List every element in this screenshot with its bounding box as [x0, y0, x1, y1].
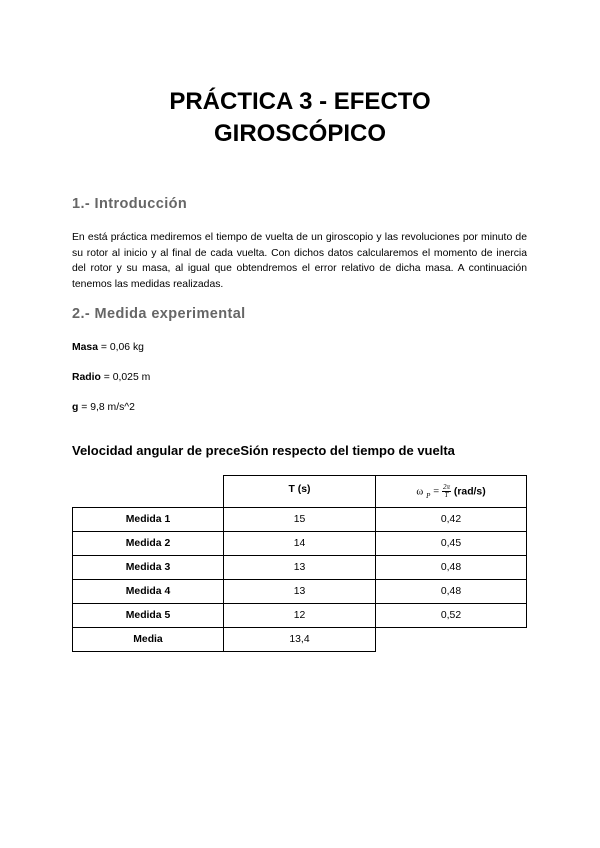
omega-unit: (rad/s) — [453, 486, 486, 498]
param-value: = 9,8 m/s^2 — [78, 402, 135, 413]
table-title: Velocidad angular de preceSión respecto del tiempo de vuelta — [72, 443, 455, 458]
equals-sign: = — [433, 486, 440, 498]
results-table — [72, 475, 527, 652]
col-header-t: T (s) — [224, 476, 376, 508]
table-row-mean — [73, 628, 527, 652]
cell-omega: 0,52 — [376, 604, 527, 628]
param-label: Radio — [72, 372, 101, 383]
table-row — [73, 556, 527, 580]
table-row — [73, 532, 527, 556]
corner-cell — [73, 476, 224, 508]
omega-subscript: P — [426, 492, 431, 501]
param-label: g — [72, 402, 79, 413]
fraction-denominator: T — [444, 491, 449, 499]
table-row — [73, 580, 527, 604]
empty-cell — [376, 628, 527, 652]
title-line-1: PRÁCTICA 3 - EFECTO — [169, 88, 431, 115]
section-1-heading: 1.- Introducción — [72, 196, 188, 212]
param-value: = 0,025 m — [100, 372, 151, 383]
row-label-mean: Media — [73, 628, 224, 652]
row-label: Medida 2 — [73, 532, 224, 556]
table-row — [73, 604, 527, 628]
param-value: = 0,06 kg — [98, 342, 144, 353]
cell-omega: 0,48 — [376, 556, 527, 580]
param-masa — [72, 342, 144, 353]
row-label: Medida 3 — [73, 556, 224, 580]
param-g — [72, 402, 135, 413]
cell-t: 13 — [224, 556, 376, 580]
row-label: Medida 1 — [73, 508, 224, 532]
cell-t: 12 — [224, 604, 376, 628]
cell-t: 15 — [224, 508, 376, 532]
param-label: Masa — [72, 342, 98, 353]
table-header-row — [73, 476, 527, 508]
fraction-numerator: 2π — [443, 483, 451, 491]
row-label: Medida 4 — [73, 580, 224, 604]
table-row — [73, 508, 527, 532]
omega-fraction — [442, 484, 451, 499]
omega-symbol: ω — [416, 486, 424, 498]
title-line-2: GIROSCÓPICO — [213, 120, 387, 147]
cell-t: 13 — [224, 580, 376, 604]
cell-omega: 0,48 — [376, 580, 527, 604]
cell-omega: 0,42 — [376, 508, 527, 532]
row-label: Medida 5 — [73, 604, 224, 628]
cell-omega: 0,45 — [376, 532, 527, 556]
page-title — [60, 86, 540, 150]
cell-t: 14 — [224, 532, 376, 556]
section-2-heading: 2.- Medida experimental — [72, 306, 246, 322]
cell-t-mean: 13,4 — [224, 628, 376, 652]
param-radio — [72, 372, 150, 383]
intro-paragraph: En está práctica mediremos el tiempo de vuelta de un giroscopio y las revoluciones por minuto de su rotor al inicio y al final de cada vuelta. Con dichos datos calcularemos el momento de inercia del rotor y su masa, al igual que obtendremos el error relativo de dicha masa. A continuación tenemos las medidas realizadas. — [72, 232, 527, 290]
col-header-omega — [376, 476, 527, 508]
